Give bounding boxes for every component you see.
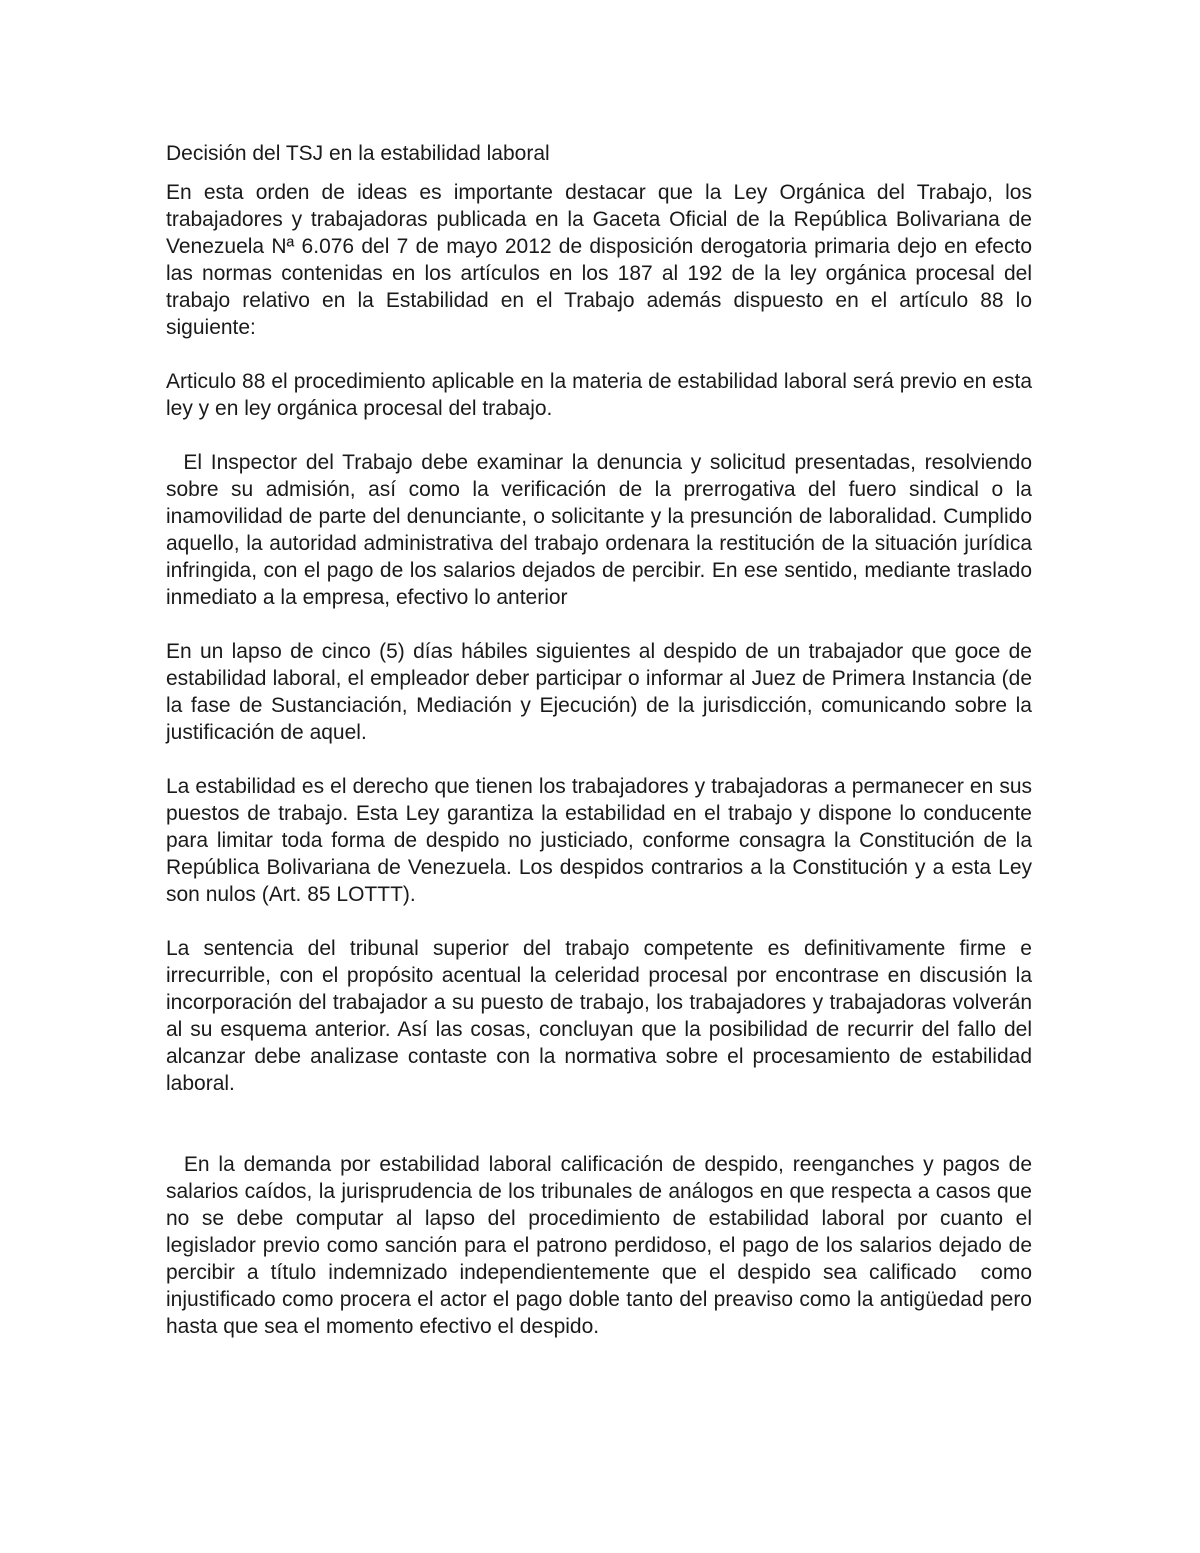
paragraph-inspector: El Inspector del Trabajo debe examinar la denuncia y solicitud presentadas, resolviendo sobre su admisión, así como la verificación de la prerrogativa del fuero sindical o la inamovilidad de parte del denunciante, o solicitante y la presunción de laboralidad. Cumplido aquello, la autoridad administrativa del trabajo ordenara la restitución de la situación jurídica infringida, con el pago de los salarios dejados de percibir. En ese sentido, mediante traslado inmediato a la empresa, efectivo lo anterior xyxy=(166,451,1038,609)
document-title: Decisión del TSJ en la estabilidad laboral xyxy=(166,142,550,165)
paragraph-superior-tribunal: La sentencia del tribunal superior del trabajo competente es definitivamente firme e irrecurrible, con el propósito acentual la celeridad procesal por encontrase en discusión la incorporación del trabajador a su puesto de trabajo, los trabajadores y trabajadoras volverán al su esquema anterior. Así las cosas, concluyan que la posibilidad de recurrir del fallo del alcanzar debe analizase contaste con la normativa sobre el procesamiento de estabilidad laboral. xyxy=(166,937,1032,1095)
paragraph-article-88: Articulo 88 el procedimiento aplicable en la materia de estabilidad laboral será previo en esta ley y en ley orgánica procesal del trabajo. xyxy=(166,370,1032,420)
paragraph-intro: En esta orden de ideas es importante destacar que la Ley Orgánica del Trabajo, los trabajadores y trabajadoras publicada en la Gaceta Oficial de la República Bolivariana de Venezuela Nª 6.076 del 7 de mayo 2012 de disposición derogatoria primaria dejo en efecto las normas contenidas en los artículos en los 187 al 192 de la ley orgánica procesal del trabajo relativo en la Estabilidad en el Trabajo además dispuesto en el artículo 88 lo siguiente: xyxy=(166,181,1032,339)
document-body xyxy=(166,140,1038,1367)
paragraph-five-days: En un lapso de cinco (5) días hábiles siguientes al despido de un trabajador que goce de estabilidad laboral, el empleador deber participar o informar al Juez de Primera Instancia (de la fase de Sustanciación, Mediación y Ejecución) de la jurisdicción, comunicando sobre la justificación de aquel. xyxy=(166,640,1032,744)
paragraph-demand: En la demanda por estabilidad laboral calificación de despido, reenganches y pagos de salarios caídos, la jurisprudencia de los tribunales de análogos en que respecta a casos que no se debe computar al lapso del procedimiento de estabilidad laboral por cuanto el legislador previo como sanción para el patrono perdidoso, el pago de los salarios dejado de percibir a título indemnizado independientemente que el despido sea calificado como injustificado como procera el actor el pago doble tanto del preaviso como la antigüedad pero hasta que sea el momento efectivo el despido. xyxy=(166,1153,1038,1338)
paragraph-stability-definition: La estabilidad es el derecho que tienen los trabajadores y trabajadoras a permanecer en sus puestos de trabajo. Esta Ley garantiza la estabilidad en el trabajo y dispone lo conducente para limitar toda forma de despido no justiciado, conforme consagra la Constitución de la República Bolivariana de Venezuela. Los despidos contrarios a la Constitución y a esta Ley son nulos (Art. 85 LOTTT). xyxy=(166,775,1032,906)
